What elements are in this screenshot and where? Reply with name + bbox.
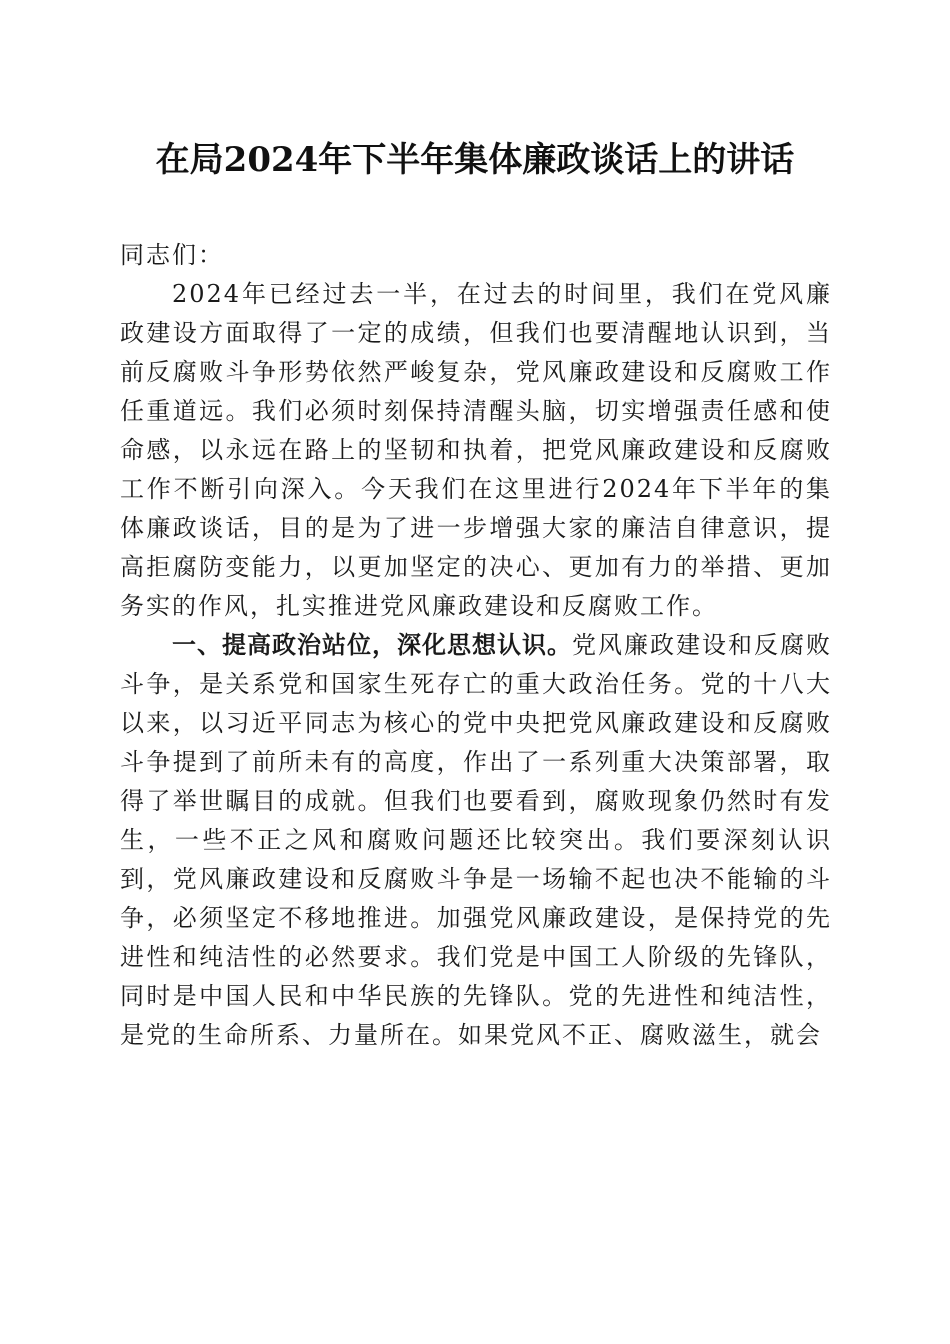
paragraph-text: 党风廉政建设和反腐败斗争，是关系党和国家生死存亡的重大政治任务。党的十八大以来，以习近平同志为核心的党中央把党风廉政建设和反腐败斗争提到了前所未有的高度，作出了一系列重大决策部署，取得了举世瞩目的成就。但我们也要看到，腐败现象仍然时有发生，一些不正之风和腐败问题还比较突出。我们要深刻认识到，党风廉政建设和反腐败斗争是一场输不起也决不能输的斗争，必须坚定不移地推进。加强党风廉政建设，是保持党的先进性和纯洁性的必然要求。我们党是中国工人阶级的先锋队，同时是中国人民和中华民族的先锋队。党的先进性和纯洁性，是党的生命所系、力量所在。如果党风不正、腐败滋生，就会	[120, 631, 832, 1049]
salutation: 同志们：	[120, 241, 224, 269]
paragraph-section-1	[120, 626, 832, 1055]
section-heading: 一、提高政治站位，深化思想认识。	[172, 631, 572, 659]
paragraph-text: 2024年已经过去一半，在过去的时间里，我们在党风廉政建设方面取得了一定的成绩，但我们也要清醒地认识到，当前反腐败斗争形势依然严峻复杂，党风廉政建设和反腐败工作任重道远。我们必须时刻保持清醒头脑，切实增强责任感和使命感，以永远在路上的坚韧和执着，把党风廉政建设和反腐败工作不断引向深入。今天我们在这里进行2024年下半年的集体廉政谈话，目的是为了进一步增强大家的廉洁自律意识，提高拒腐防变能力，以更加坚定的决心、更加有力的举措、更加务实的作风，扎实推进党风廉政建设和反腐败工作。	[120, 280, 832, 620]
document-title: 在局2024年下半年集体廉政谈话上的讲话	[155, 140, 795, 180]
document-body	[120, 236, 832, 1055]
paragraph-intro	[120, 275, 832, 626]
